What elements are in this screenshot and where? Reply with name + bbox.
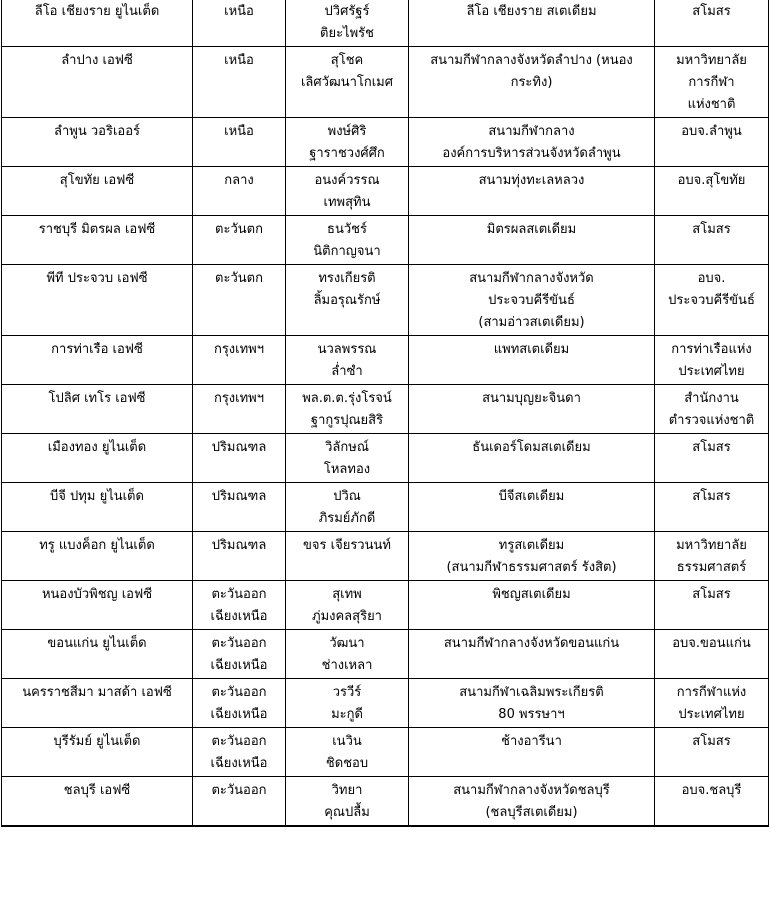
coach-text: ปวิณ bbox=[333, 489, 361, 504]
club-cell bbox=[2, 679, 193, 728]
owner-text: สโมสร bbox=[692, 489, 731, 504]
table-row bbox=[2, 581, 769, 630]
club-text: สุโขทัย เอฟซี bbox=[59, 173, 135, 188]
coach-cell bbox=[286, 167, 409, 216]
stadium-cell bbox=[409, 532, 655, 581]
coach-text: วรวีร์ bbox=[332, 685, 362, 700]
table-row bbox=[2, 777, 769, 827]
region-cell bbox=[193, 0, 286, 47]
coach-cell bbox=[286, 216, 409, 265]
region-text: เหนือ bbox=[224, 4, 254, 19]
owner-text: การกีฬาแห่ง bbox=[676, 685, 747, 700]
region-cell bbox=[193, 47, 286, 118]
owner-text: มหาวิทยาลัย bbox=[676, 538, 747, 553]
coach-text: โหลทอง bbox=[323, 462, 371, 477]
coach-text: นวลพรรณ bbox=[317, 342, 377, 357]
stadium-text: มิตรผลสเตเดียม bbox=[486, 222, 577, 237]
table-row bbox=[2, 385, 769, 434]
table-row bbox=[2, 630, 769, 679]
owner-cell bbox=[655, 385, 769, 434]
region-cell bbox=[193, 483, 286, 532]
coach-text: ลิ้มอรุณรักษ์ bbox=[313, 293, 381, 308]
owner-text: สโมสร bbox=[692, 587, 731, 602]
table-row bbox=[2, 167, 769, 216]
stadium-cell bbox=[409, 385, 655, 434]
stadium-text: บีจีสเตเดียม bbox=[498, 489, 565, 504]
stadium-cell bbox=[409, 434, 655, 483]
stadium-text: ทรูสเตเดียม bbox=[498, 538, 565, 553]
coach-text: คุณปลื้ม bbox=[324, 805, 370, 820]
region-text: เฉียงเหนือ bbox=[210, 609, 268, 624]
stadium-text: สนามกีฬากลางจังหวัดขอนแก่น bbox=[443, 636, 620, 651]
coach-cell bbox=[286, 385, 409, 434]
coach-text: พงษ์ศิริ bbox=[327, 124, 367, 139]
region-cell bbox=[193, 118, 286, 167]
table-row bbox=[2, 679, 769, 728]
stadium-text: ลีโอ เชียงราย สเตเดียม bbox=[466, 4, 597, 19]
table-row bbox=[2, 265, 769, 336]
club-cell bbox=[2, 728, 193, 777]
owner-text: อบจ.ขอนแก่น bbox=[672, 636, 751, 651]
region-text: เหนือ bbox=[224, 53, 254, 68]
owner-text: สำนักงาน bbox=[684, 391, 739, 406]
stadium-cell bbox=[409, 336, 655, 385]
coach-cell bbox=[286, 630, 409, 679]
club-table bbox=[1, 0, 769, 827]
table-row bbox=[2, 216, 769, 265]
region-cell bbox=[193, 581, 286, 630]
club-text: โปลิศ เทโร เอฟซี bbox=[48, 391, 146, 406]
stadium-text: สนามกีฬากลางจังหวัด bbox=[469, 271, 594, 286]
club-text: ราชบุรี มิตรผล เอฟซี bbox=[38, 222, 156, 237]
owner-text: การกีฬา bbox=[688, 75, 735, 90]
stadium-text: แพทสเตเดียม bbox=[493, 342, 570, 357]
stadium-text: (สามอ่าวสเตเดียม) bbox=[478, 315, 585, 330]
club-text: ลีโอ เชียงราย ยูไนเต็ด bbox=[34, 4, 160, 19]
region-text: ปริมณฑล bbox=[211, 440, 267, 455]
owner-text: อบจ.ลำพูน bbox=[681, 124, 742, 139]
stadium-text: สนามบุญยะจินดา bbox=[482, 391, 581, 406]
owner-cell bbox=[655, 679, 769, 728]
owner-text: มหาวิทยาลัย bbox=[676, 53, 747, 68]
coach-text: วิทยา bbox=[331, 783, 363, 798]
region-text: ปริมณฑล bbox=[211, 489, 267, 504]
coach-cell bbox=[286, 0, 409, 47]
club-table-body bbox=[2, 0, 769, 826]
owner-cell bbox=[655, 336, 769, 385]
club-cell bbox=[2, 47, 193, 118]
region-text: ตะวันตก bbox=[215, 271, 263, 286]
owner-text: ธรรมศาสตร์ bbox=[676, 560, 747, 575]
coach-cell bbox=[286, 265, 409, 336]
stadium-text: พิชญสเตเดียม bbox=[492, 587, 571, 602]
stadium-text: สนามกีฬากลางจังหวัดชลบุรี bbox=[453, 783, 610, 798]
region-cell bbox=[193, 728, 286, 777]
owner-cell bbox=[655, 167, 769, 216]
coach-text: สุเทพ bbox=[332, 587, 362, 602]
region-text: กลาง bbox=[224, 173, 254, 188]
coach-text: ชิดชอบ bbox=[325, 756, 369, 771]
club-text: ลำปาง เอฟซี bbox=[61, 53, 133, 68]
coach-text: เลิศวัฒนาโกเมศ bbox=[300, 75, 393, 90]
club-cell bbox=[2, 0, 193, 47]
coach-text: นิติกาญจนา bbox=[313, 244, 381, 259]
club-text: พีที ประจวบ เอฟซี bbox=[46, 271, 148, 286]
coach-text: ทรงเกียรติ bbox=[318, 271, 376, 286]
owner-text: ตำรวจแห่งชาติ bbox=[668, 413, 755, 428]
owner-text: อบจ. bbox=[697, 271, 726, 286]
club-text: หนองบัวพิชญ เอฟซี bbox=[41, 587, 153, 602]
stadium-text: กระทิง) bbox=[510, 75, 553, 90]
owner-text: แห่งชาติ bbox=[687, 97, 736, 112]
stadium-text: ช้างอารีนา bbox=[501, 734, 562, 749]
region-text: เฉียงเหนือ bbox=[210, 658, 268, 673]
club-cell bbox=[2, 167, 193, 216]
coach-cell bbox=[286, 777, 409, 827]
region-text: ตะวันออก bbox=[211, 783, 267, 798]
owner-cell bbox=[655, 47, 769, 118]
stadium-cell bbox=[409, 581, 655, 630]
club-text: นครราชสีมา มาสด้า เอฟซี bbox=[22, 685, 172, 700]
owner-cell bbox=[655, 265, 769, 336]
owner-cell bbox=[655, 777, 769, 827]
table-row bbox=[2, 434, 769, 483]
stadium-cell bbox=[409, 483, 655, 532]
stadium-cell bbox=[409, 0, 655, 47]
coach-cell bbox=[286, 581, 409, 630]
stadium-text: ธันเดอร์โดมสเตเดียม bbox=[472, 440, 591, 455]
stadium-text: สนามกีฬากลาง bbox=[488, 124, 575, 139]
owner-text: ประจวบคีรีขันธ์ bbox=[668, 293, 755, 308]
club-text: ลำพูน วอริเออร์ bbox=[54, 124, 140, 139]
region-cell bbox=[193, 679, 286, 728]
coach-text: วัฒนา bbox=[329, 636, 365, 651]
club-cell bbox=[2, 434, 193, 483]
club-cell bbox=[2, 777, 193, 827]
owner-cell bbox=[655, 434, 769, 483]
club-cell bbox=[2, 336, 193, 385]
coach-cell bbox=[286, 532, 409, 581]
coach-text: ติยะไพรัช bbox=[320, 26, 374, 41]
coach-cell bbox=[286, 679, 409, 728]
club-cell bbox=[2, 581, 193, 630]
stadium-text: องค์การบริหารส่วนจังหวัดลำพูน bbox=[442, 146, 621, 161]
table-row bbox=[2, 483, 769, 532]
coach-text: ปวิศรัฐร์ bbox=[324, 4, 370, 19]
club-cell bbox=[2, 630, 193, 679]
club-cell bbox=[2, 385, 193, 434]
owner-text: สโมสร bbox=[692, 4, 731, 19]
coach-text: วิลักษณ์ bbox=[325, 440, 369, 455]
club-text: การท่าเรือ เอฟซี bbox=[51, 342, 143, 357]
club-cell bbox=[2, 118, 193, 167]
coach-text: ฐากูรปุณยสิริ bbox=[310, 413, 384, 428]
region-text: ตะวันออก bbox=[211, 587, 267, 602]
stadium-cell bbox=[409, 118, 655, 167]
region-text: กรุงเทพฯ bbox=[213, 391, 265, 406]
stadium-cell bbox=[409, 167, 655, 216]
region-cell bbox=[193, 265, 286, 336]
owner-cell bbox=[655, 483, 769, 532]
coach-text: ภู่มงคลสุริยา bbox=[312, 609, 382, 624]
owner-text: ประเทศไทย bbox=[678, 364, 745, 379]
coach-text: ฐาราชวงศ์ศึก bbox=[309, 146, 385, 161]
coach-cell bbox=[286, 434, 409, 483]
club-cell bbox=[2, 532, 193, 581]
stadium-cell bbox=[409, 728, 655, 777]
owner-cell bbox=[655, 118, 769, 167]
owner-text: สโมสร bbox=[692, 734, 731, 749]
stadium-cell bbox=[409, 47, 655, 118]
stadium-text: ประจวบคีรีขันธ์ bbox=[488, 293, 575, 308]
owner-cell bbox=[655, 581, 769, 630]
region-cell bbox=[193, 216, 286, 265]
coach-text: ช่างเหลา bbox=[321, 658, 373, 673]
region-cell bbox=[193, 385, 286, 434]
table-row bbox=[2, 47, 769, 118]
stadium-text: (ชลบุรีสเตเดียม) bbox=[485, 805, 578, 820]
coach-text: พล.ต.ต.รุ่งโรจน์ bbox=[302, 391, 392, 406]
region-text: ตะวันออก bbox=[211, 734, 267, 749]
stadium-text: สนามทุ่งทะเลหลวง bbox=[478, 173, 585, 188]
table-row bbox=[2, 532, 769, 581]
stadium-cell bbox=[409, 216, 655, 265]
stadium-cell bbox=[409, 630, 655, 679]
region-text: ตะวันตก bbox=[215, 222, 263, 237]
coach-text: ธนวัชร์ bbox=[327, 222, 367, 237]
club-text: ทรู แบงค็อก ยูไนเต็ด bbox=[39, 538, 155, 553]
club-cell bbox=[2, 483, 193, 532]
club-text: ขอนแก่น ยูไนเต็ด bbox=[47, 636, 147, 651]
club-cell bbox=[2, 216, 193, 265]
region-text: เหนือ bbox=[224, 124, 254, 139]
stadium-cell bbox=[409, 265, 655, 336]
table-row bbox=[2, 336, 769, 385]
coach-text: เนวิน bbox=[332, 734, 362, 749]
stadium-text: 80 พรรษาฯ bbox=[498, 707, 565, 722]
coach-cell bbox=[286, 483, 409, 532]
coach-text: มะกูดี bbox=[331, 707, 363, 722]
coach-cell bbox=[286, 118, 409, 167]
stadium-text: (สนามกีฬาธรรมศาสตร์ รังสิต) bbox=[446, 560, 617, 575]
stadium-cell bbox=[409, 777, 655, 827]
owner-cell bbox=[655, 216, 769, 265]
coach-text: ขจร เจียรวนนท์ bbox=[303, 538, 391, 553]
stadium-cell bbox=[409, 679, 655, 728]
stadium-text: สนามกีฬากลางจังหวัดลำปาง (หนอง bbox=[430, 53, 633, 68]
region-text: กรุงเทพฯ bbox=[213, 342, 265, 357]
owner-cell bbox=[655, 630, 769, 679]
coach-text: สุโชค bbox=[330, 53, 364, 68]
region-text: ตะวันออก bbox=[211, 636, 267, 651]
coach-text: เทพสุทิน bbox=[323, 195, 371, 210]
owner-text: อบจ.สุโขทัย bbox=[677, 173, 746, 188]
owner-cell bbox=[655, 0, 769, 47]
club-text: เมืองทอง ยูไนเต็ด bbox=[47, 440, 147, 455]
region-cell bbox=[193, 777, 286, 827]
club-text: บุรีรัมย์ ยูไนเต็ด bbox=[53, 734, 141, 749]
owner-cell bbox=[655, 728, 769, 777]
table-row bbox=[2, 0, 769, 47]
coach-text: อนงค์วรรณ bbox=[314, 173, 380, 188]
table-row bbox=[2, 118, 769, 167]
region-cell bbox=[193, 532, 286, 581]
coach-text: ภิรมย์ภักดี bbox=[318, 511, 376, 526]
club-text: บีจี ปทุม ยูไนเต็ด bbox=[50, 489, 144, 504]
region-cell bbox=[193, 434, 286, 483]
coach-cell bbox=[286, 728, 409, 777]
owner-text: สโมสร bbox=[692, 222, 731, 237]
owner-text: สโมสร bbox=[692, 440, 731, 455]
stadium-text: สนามกีฬาเฉลิมพระเกียรติ bbox=[459, 685, 604, 700]
region-cell bbox=[193, 630, 286, 679]
region-text: ปริมณฑล bbox=[211, 538, 267, 553]
region-text: เฉียงเหนือ bbox=[210, 756, 268, 771]
owner-text: ประเทศไทย bbox=[678, 707, 745, 722]
region-text: เฉียงเหนือ bbox=[210, 707, 268, 722]
owner-text: อบจ.ชลบุรี bbox=[681, 783, 742, 798]
region-cell bbox=[193, 336, 286, 385]
coach-cell bbox=[286, 336, 409, 385]
club-cell bbox=[2, 265, 193, 336]
coach-cell bbox=[286, 47, 409, 118]
owner-text: การท่าเรือแห่ง bbox=[671, 342, 752, 357]
coach-text: ล่ำซำ bbox=[331, 364, 363, 379]
region-text: ตะวันออก bbox=[211, 685, 267, 700]
owner-cell bbox=[655, 532, 769, 581]
table-row bbox=[2, 728, 769, 777]
club-text: ชลบุรี เอฟซี bbox=[63, 783, 131, 798]
region-cell bbox=[193, 167, 286, 216]
